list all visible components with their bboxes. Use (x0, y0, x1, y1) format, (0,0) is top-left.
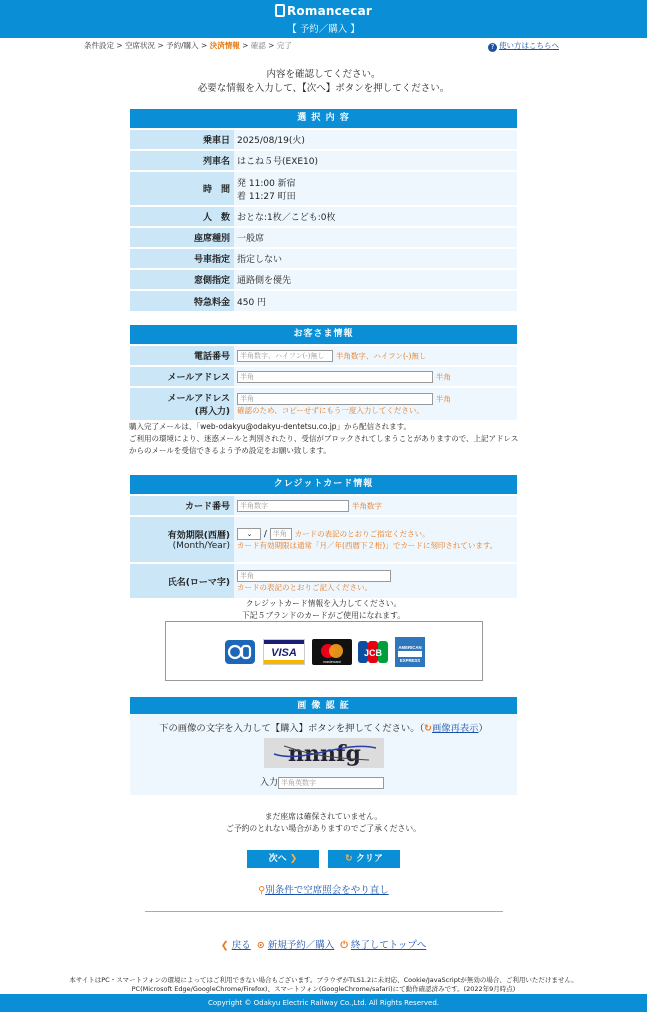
breadcrumb-separator: > (265, 41, 277, 50)
expiry-label-line2: (Month/Year) (172, 541, 230, 551)
selection-value: 450 円 (234, 290, 517, 311)
captcha-instruction-text: 下の画像の文字を入力して【購入】ボタンを押してください。（ (159, 723, 425, 734)
new-reservation-link[interactable] (257, 940, 335, 951)
chevron-left-icon: ❮ (220, 940, 229, 951)
credit-row-name (130, 563, 517, 598)
breadcrumb-step-purchase: 予約/購入 (166, 41, 199, 50)
email-confirm-input[interactable]: 半角 (237, 393, 433, 405)
card-number-hint: 半角数字 (351, 501, 382, 510)
selection-label: 号車指定 (130, 248, 234, 269)
selection-row-time (130, 171, 517, 206)
expiry-hint: カードの表記のとおりご指定ください。 (294, 529, 430, 539)
credit-row-expiry: 有効期限(西暦) (Month/Year) ⌄ / 半角 カードの表記のとおりご指定ください。 カード有効期限は通常「月／年(西暦下２桁)」でカードに刻印されています。 (130, 516, 517, 563)
credit-row-card (130, 495, 517, 516)
mastercard-icon (312, 639, 352, 665)
selection-row-car (130, 248, 517, 269)
selection-label: 特急料金 (130, 290, 234, 311)
selection-row-train (130, 150, 517, 171)
chevron-right-icon: ❯ (289, 854, 298, 864)
phone-input[interactable]: 半角数字、ハイフン(-)無し (237, 350, 333, 362)
next-button-label: 次へ (268, 854, 287, 864)
clear-button[interactable] (328, 850, 400, 868)
email-label: メールアドレス (130, 366, 234, 387)
selection-row-passengers (130, 206, 517, 227)
research-link-row (0, 882, 647, 896)
credit-info (0, 598, 647, 622)
selection-row-window (130, 269, 517, 290)
reservation-warning (0, 811, 647, 835)
breadcrumb-separator: > (198, 41, 210, 50)
selection-row-date (130, 129, 517, 150)
email-notice-spam: ご利用の環境により、迷惑メールと判別されたり、受信がブロックされてしまうことがありますので、上記アドレスからのメールを受信できるよう予め設定をお願い致します。 (129, 434, 519, 455)
divider (145, 911, 503, 912)
customer-row-email-confirm (130, 387, 517, 420)
search-icon: ⚲ (258, 885, 266, 896)
captcha-image (264, 738, 384, 768)
help-icon: ? (488, 43, 497, 52)
breadcrumb-step-availability: 空席状況 (125, 41, 156, 50)
email-hint: 半角 (435, 372, 451, 381)
email-notice (129, 421, 519, 457)
captcha-instruction (130, 720, 517, 734)
email-confirm-label-line2: (再入力) (194, 407, 230, 417)
credit-section-title: クレジットカード情報 (130, 475, 517, 494)
credit-info-line1: クレジットカード情報を入力してください。 (245, 599, 402, 608)
selection-row-seat-type (130, 227, 517, 248)
selection-value: 指定しない (234, 248, 517, 269)
captcha-box (130, 714, 517, 795)
back-link[interactable] (221, 940, 251, 951)
selection-value: 一般席 (234, 227, 517, 248)
clear-button-label: クリア (355, 854, 383, 864)
circle-arrow-icon: ⊙ (256, 940, 265, 951)
phone-label: 電話番号 (130, 345, 234, 366)
selection-label: 時 間 (130, 171, 234, 206)
selection-value: 通路側を優先 (234, 269, 517, 290)
research-link-text: 別条件で空席照会をやり直し (265, 885, 389, 896)
expiry-year-input[interactable]: 半角 (270, 528, 292, 540)
visa-icon (263, 639, 305, 665)
intro-line-1: 内容を確認してください。 (266, 69, 381, 80)
email-confirm-label-line1: メールアドレス (167, 394, 230, 404)
email-confirm-label (130, 387, 234, 420)
warning-line1: まだ座席は確保されていません。 (264, 812, 383, 821)
captcha-image-text: nnnfg (288, 741, 361, 767)
card-name-input[interactable]: 半角 (237, 570, 391, 582)
customer-section-title: お客さま情報 (130, 325, 517, 344)
jcb-icon (357, 639, 389, 665)
email-input[interactable]: 半角 (237, 371, 433, 383)
svg-text:mastercard: mastercard (323, 660, 341, 664)
svg-text:JCB: JCB (363, 648, 383, 658)
refresh-icon: ↻ (345, 854, 353, 864)
selection-value (234, 171, 517, 206)
credit-table (130, 494, 517, 598)
customer-row-phone (130, 345, 517, 366)
header-subtitle: 【 予約／購入 】 (287, 24, 360, 35)
email-confirm-note: 確認のため、コピーせずにもう一度入力してください。 (237, 405, 424, 415)
breadcrumb-step-conditions: 条件設定 (84, 41, 114, 50)
captcha-instruction-end: ） (478, 723, 488, 734)
selection-value: おとな:1枚／こども:0枚 (234, 206, 517, 227)
card-number-label: カード番号 (130, 495, 234, 516)
warning-line2: ご予約のとれない場合がありますのでご了承ください。 (226, 824, 421, 833)
footer-note-line2: PC(Microsoft Edge/GoogleChrome/Firefox)、スマートフォン(GoogleChrome/safari)にて動作確認済みです。(2022年9月時点) (131, 985, 516, 993)
intro-line-2: 必要な情報を入力して、【次へ】ボタンを押してください。 (197, 83, 450, 94)
brand-name: Romancecar (286, 4, 372, 18)
footer-note (0, 976, 647, 994)
card-brands-box (165, 621, 483, 681)
amex-icon (395, 639, 425, 665)
breadcrumb-separator: > (155, 41, 167, 50)
op-card-icon (224, 639, 256, 665)
help-link[interactable] (488, 40, 559, 52)
romancecar-logo-icon (275, 4, 285, 17)
departure-time: 発 11:00 新宿 (237, 178, 296, 189)
research-link[interactable] (258, 885, 388, 896)
card-name-hint: カードの表記のとおりご記入ください。 (237, 582, 372, 592)
email-notice-sender: 購入完了メールは、「web-odakyu@odakyu-dentetsu.co.jp」から配信されます。 (129, 422, 411, 431)
selection-label: 人 数 (130, 206, 234, 227)
next-button[interactable] (247, 850, 319, 868)
svg-text:EXPRESS: EXPRESS (399, 658, 421, 663)
svg-text:VISA: VISA (271, 647, 297, 659)
selection-value: 2025/08/19(火) (234, 129, 517, 150)
footer-note-line1: 本サイトはPC・スマートフォンの環境によってはご利用できない場合もございます。ブラウザがTLS1.2に未対応、Cookie/JavaScriptが無効の場合、ご利用いただけません。 (69, 976, 578, 984)
customer-row-email (130, 366, 517, 387)
selection-label: 列車名 (130, 150, 234, 171)
svg-text:AMERICAN: AMERICAN (398, 645, 422, 650)
breadcrumb-step-confirm: 確認 (250, 41, 266, 50)
bottom-nav (0, 937, 647, 951)
selection-label: 座席種別 (130, 227, 234, 248)
phone-hint: 半角数字、ハイフン(-)無し (335, 351, 427, 360)
refresh-captcha-text: 画像再表示 (431, 723, 479, 734)
breadcrumb-step-complete: 完了 (276, 41, 292, 50)
expiry-label (130, 516, 234, 563)
refresh-icon: ↻ (424, 723, 432, 734)
selection-table (130, 128, 517, 311)
selection-section-title: 選 択 内 容 (130, 109, 517, 128)
selection-label: 乗車日 (130, 129, 234, 150)
expiry-month-select[interactable]: ⌄ (237, 528, 261, 540)
breadcrumb-separator: > (114, 41, 126, 50)
exit-link-text: 終了してトップへ (350, 940, 427, 951)
credit-info-line2: 下記５ブランドのカードがご使用になれます。 (241, 611, 406, 620)
arrival-time: 着 11:27 町田 (237, 191, 296, 202)
expiry-label-line1: 有効期限(西暦) (167, 531, 230, 541)
selection-row-fee (130, 290, 517, 311)
refresh-captcha-link[interactable] (424, 723, 478, 734)
brand-logo[interactable] (0, 4, 647, 18)
customer-table (130, 344, 517, 420)
new-reservation-link-text: 新規予約／購入 (267, 940, 335, 951)
copyright: Copyright © Odakyu Electric Railway Co.,Ltd. All Rights Reserved. (0, 994, 647, 1012)
expiry-note: カード有効期限は通常「月／年(西暦下２桁)」でカードに刻印されています。 (237, 541, 498, 550)
back-link-text: 戻る (231, 940, 251, 951)
exit-link[interactable] (340, 940, 426, 951)
selection-value: はこね５号(EXE10) (234, 150, 517, 171)
breadcrumb (84, 40, 292, 51)
card-name-label: 氏名(ローマ字) (130, 563, 234, 598)
selection-label: 窓側指定 (130, 269, 234, 290)
breadcrumb-step-payment-current: 決済情報 (209, 41, 240, 50)
help-link-text: 使い方はこちらへ (499, 41, 559, 50)
captcha-input-label: 入力 (260, 778, 279, 788)
captcha-section-title: 画 像 認 証 (130, 697, 517, 716)
site-header (0, 0, 647, 38)
power-icon: ⏻ (340, 940, 348, 951)
captcha-input-row (260, 775, 384, 789)
captcha-input[interactable]: 半角英数字 (278, 777, 384, 789)
email-confirm-hint: 半角 (435, 394, 451, 403)
card-number-input[interactable]: 半角数字 (237, 500, 349, 512)
breadcrumb-separator: > (239, 41, 251, 50)
